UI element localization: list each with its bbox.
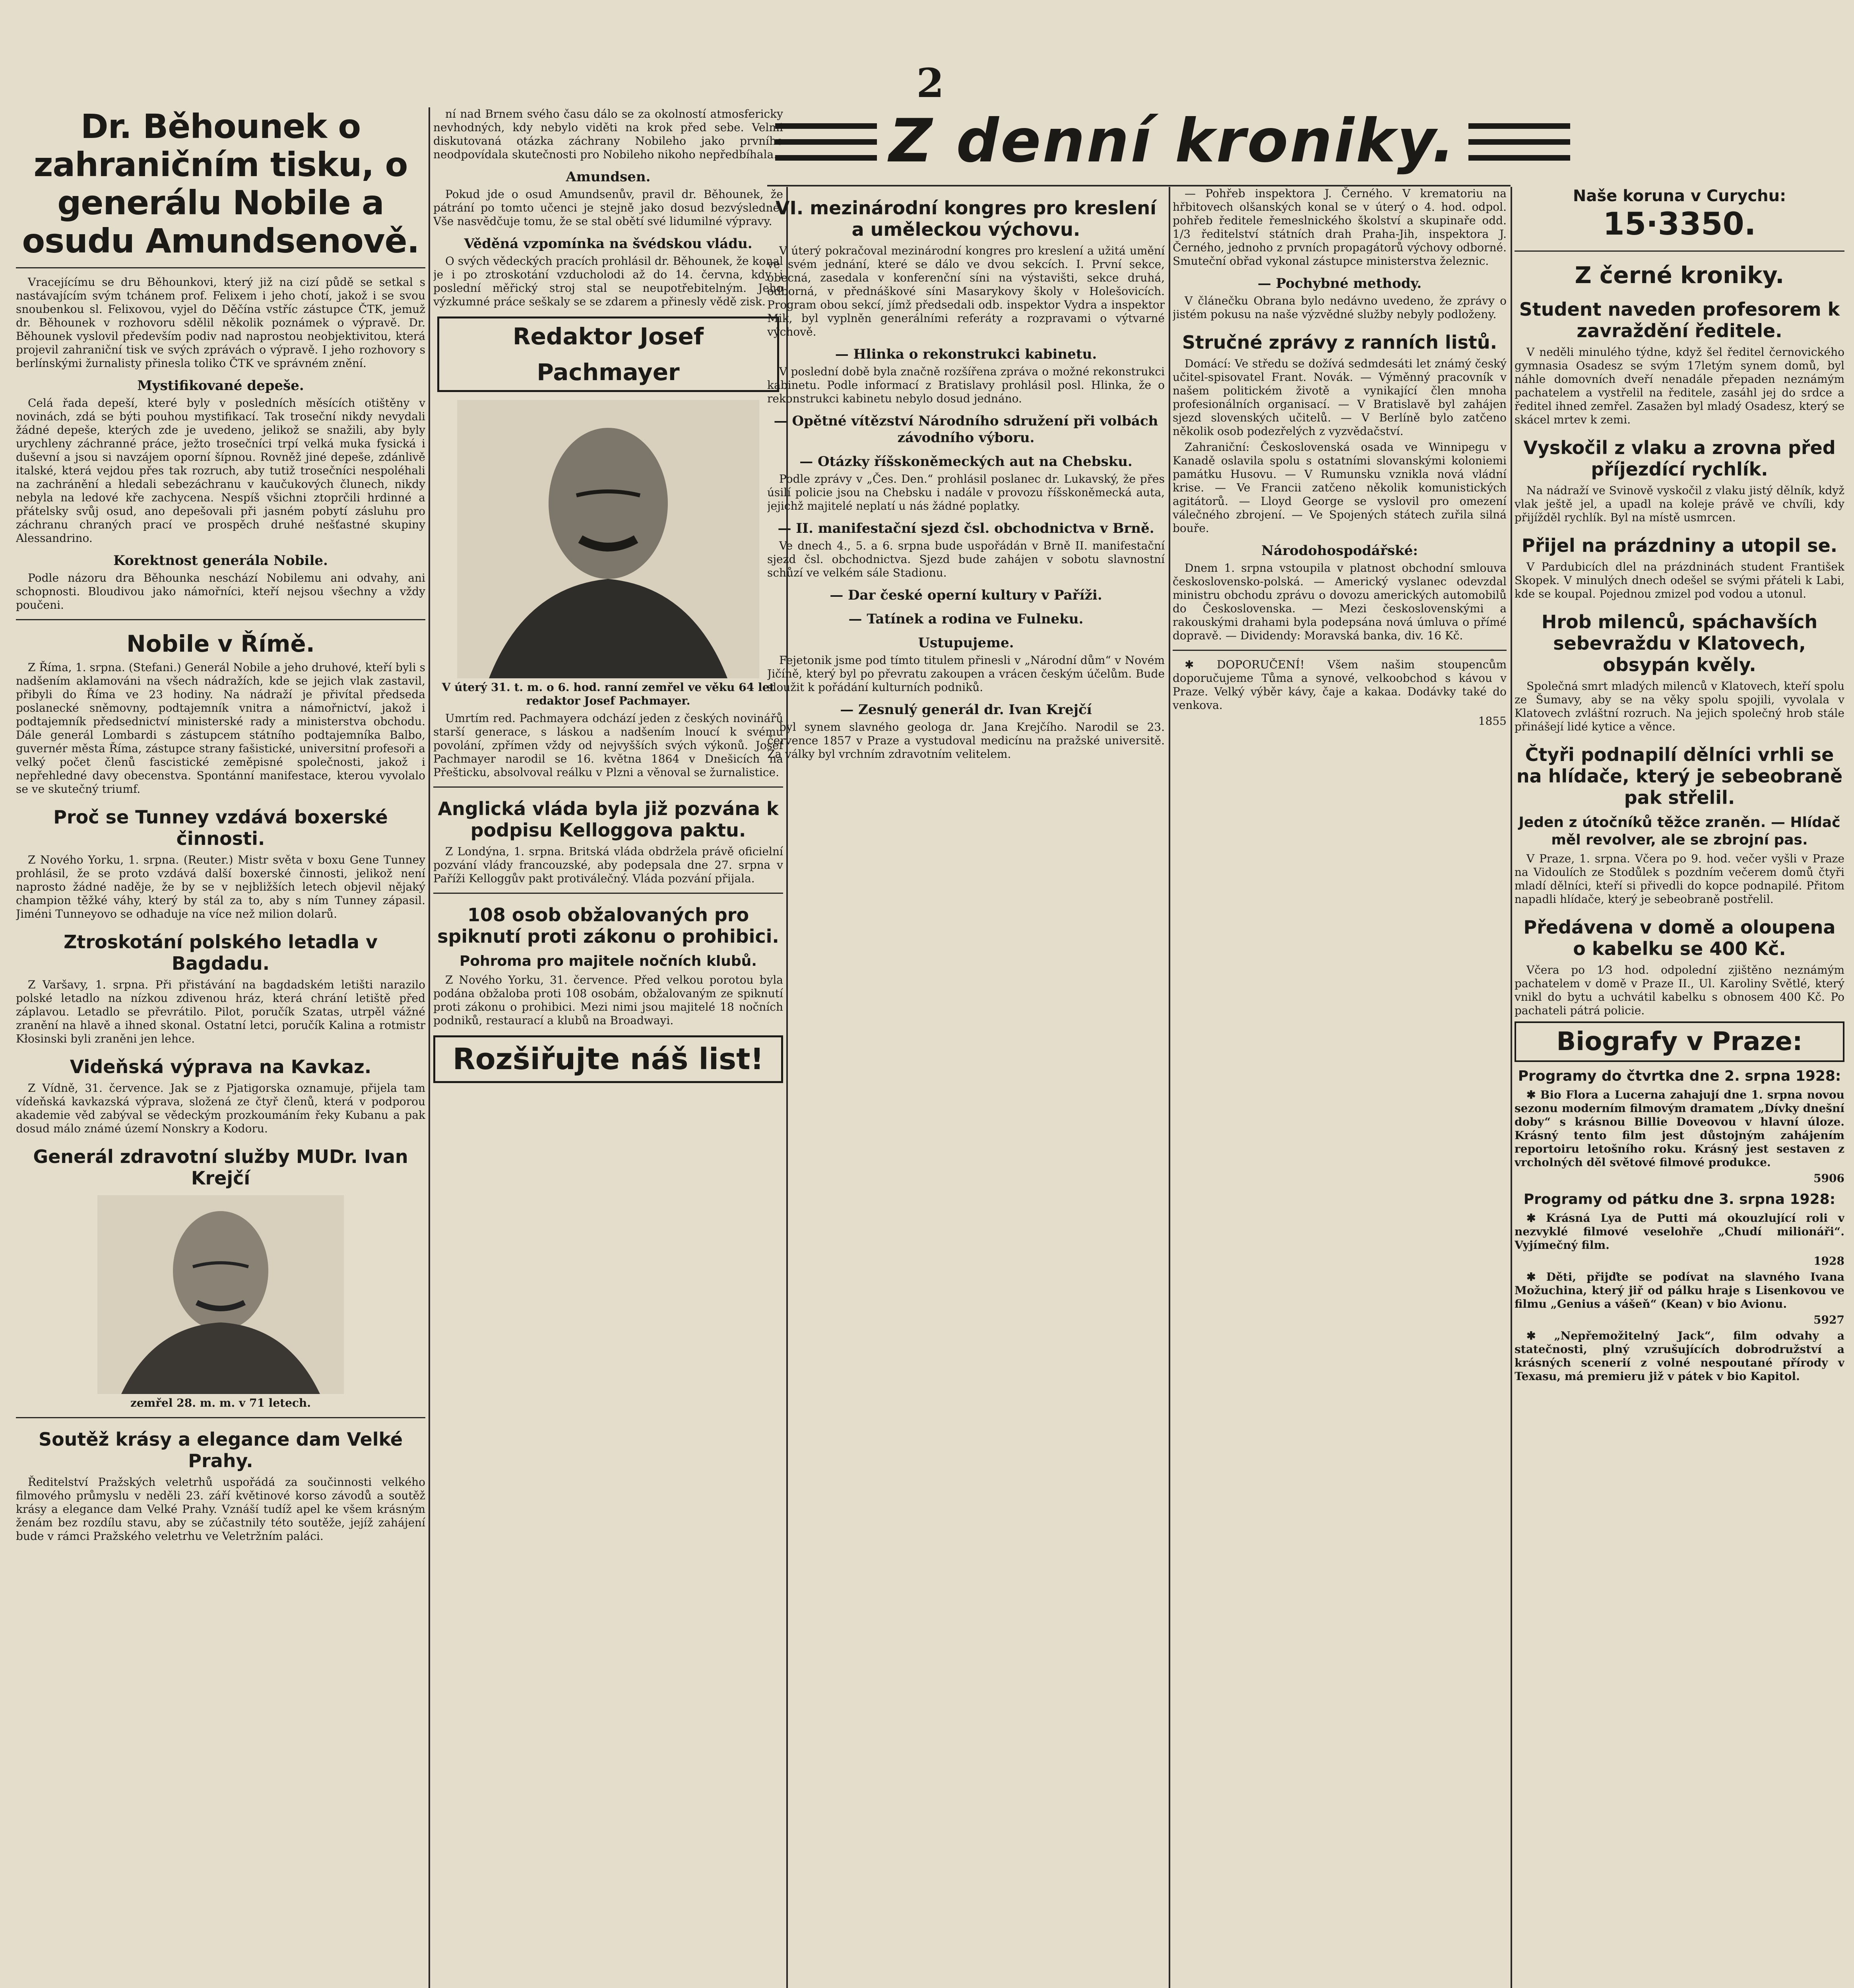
article-text: V poslední době byla značně rozšířena zpráva o možné rekonstrukci kabinetu. Podle informací z Bratislavy prohlásil posl. Hlinka, že o rekonstrukci kabinetu nebylo dosud jednáno.	[767, 365, 1165, 405]
article-text: O svých vědeckých pracích prohlásil dr. Běhounek, že konal je i po ztroskotání vzducholodi až do 14. června, kdy i poslední měřický stroj stal se neupotřebitelným. Jeho výzkumné práce seškaly se se zdarem a přinesly vědě zisk.	[433, 254, 783, 308]
masthead	[775, 99, 1570, 183]
headline-behounek: Dr. Běhounek o zahraničním tisku, o generálu Nobile a osudu Amundsenově.	[22, 107, 419, 260]
box-pachmayer: Redaktor Josef Pachmayer	[437, 316, 779, 392]
column-1	[16, 107, 425, 1988]
column-2	[433, 107, 783, 1988]
article-text: Z Říma, 1. srpna. (Stefani.) Generál Nobile a jeho druhové, kteří byli s nadšením aklamováni na všech nádražích, kde se jejich vlak zastavil, přibyli do Říma ve 23 hodiny. Na nádraží je přivítal předseda poslanecké sněmovny, podtajemník vnitra a námořnictví, jakož i podtajemník předsednictví ministerské rady a ministerstva obchodu. Dále generál Lombardi s zástupcem státního podtajemníka Balbo, guvernér města Říma, zástupce strany fašistické, universitní profesoři a velký počet členů fascistické zeměpisné společnosti, jakož i nepřehledné davy obecenstva. Spontánní manifestace, kterou vyvolalo se ve skutečný triumf.	[16, 661, 425, 796]
article-text: V Pardubicích dlel na prázdninách student František Skopek. V minulých dnech odešel se svými přáteli k Labi, kde se koupal. Pojednou zmizel pod vodou a utonul.	[1515, 560, 1844, 600]
article-text: Vracejícímu se dru Běhounkovi, který již na cizí půdě se setkal s nastávajícím svým tchánem prof. Felixem i jeho chotí, jakož i se svou snoubenkou sl. Felixovou, vyjel do Děčína vstříc zástupce ČTK, jemuž dr. Běhounek v rozhovoru sdělil několik poznámek o výpravě. Dr. Běhounek vyslovil především podiv nad naprostou neobjektivitou, která projevil zahraniční tisk ve svých zprávách o výpravě. I jeho rozhovory s berlínskými žurnalisty přinesla toliko ČTK ve správném znění.	[16, 276, 425, 370]
column-3	[767, 187, 1165, 1988]
subhead: Ustupujeme.	[918, 635, 1014, 651]
headline-kavkaz: Videňská výprava na Kavkaz.	[70, 1056, 372, 1077]
subhead: Věděná vzpomínka na švédskou vládu.	[464, 236, 752, 252]
headline-ctyri: Čtyři podnapilí dělníci vrhli se na hlídače, který je sebeobraně pak střelil.	[1516, 744, 1843, 808]
biografy-header: Biografy v Praze:	[1515, 1021, 1844, 1062]
column-4	[1173, 187, 1507, 1988]
advert-lya: ✱ Krásná Lya de Putti má okouzlující roli v nezvyklé filmové veselohře „Chudí milionáři“. Vyjímečný film.	[1515, 1211, 1844, 1252]
rozsirujte-banner: Rozšiřujte náš list!	[433, 1035, 783, 1083]
headline-strucne: Stručné zprávy z ranních listů.	[1182, 332, 1497, 353]
article-text: Z Londýna, 1. srpna. Britská vláda obdržela právě oficielní pozvání vlády francouzské, aby podepsala dne 27. srpna v Paříži Kelloggův pakt protiválečný. Vláda pozvání přijala.	[433, 845, 783, 885]
subhead: — Dar české operní kultury v Paříži.	[830, 587, 1102, 603]
article-text: V Praze, 1. srpna. Včera po 9. hod. večer vyšli v Praze na Vidoulích ze Stodůlek s pozdním večerem domů čtyři mladí dělníci, kteří si přivedli do kopce podnapilé. Přitom napadli hlídače, který je sebeobraně postřelil.	[1515, 852, 1844, 906]
article-text: Ředitelství Pražských veletrhů uspořádá za součinnosti velkého filmového průmyslu v neděli 23. září květinové korso závodů a soutěž krásy a elegance dam Velké Prahy. Vznáší tudíž apel ke všem krásným ženám bez rozdílu stavu, aby se zúčastnily této soutěže, jejíž zahájení bude v rámci Pražského veletrhu ve Veletržním paláci.	[16, 1475, 425, 1543]
article-text: Dnem 1. srpna vstoupila v platnost obchodní smlouva československo-polská. — Americký vyslanec odevzdal ministru obchodu zprávu o dovozu amerických automobilů do Československa. — Mezi československými a rakouskými drahami byla podepsána nová úmluva o přímé dopravě. — Dividendy: Moravská banka, div. 16 Kč.	[1173, 561, 1507, 642]
masthead-title: Z denní kroniky.	[775, 107, 1570, 175]
subhead: — Hlinka o rekonstrukci kabinetu.	[835, 346, 1097, 362]
article-text: Celá řada depeší, které byly v posledních měsících otištěny v novinách, zdá se býti pouhou mystifikací. Tak troseční nikdy nevydali žádné depeše, kterých zde je uvedeno, jelikož se snažili, aby byly urychleny záchranné práce, ježto trosečníci trpí velká muka fysická i duševní a jsou si navzájem oporní šípnou. Rovněž jiné depeše, zdánlivě italské, která vejdou přes tak rozruch, aby tutiž trosečníci nespoléhali na zachránění a hledali sebezáchranu v kaučukových člunech, nikdy nebyla na ledové kře zachycena. Nespíš všichni ztoprčili hrdinné a přátelsky svůj osud, ano depešovali při jasném pobytí zásluhu pro záchranu chraných prací ve prospěch druhé nešťastné skupiny Alessandrino.	[16, 396, 425, 545]
headline-hrob: Hrob milenců, spáchavších sebevraždu v Klatovech, obsypán kvěly.	[1541, 611, 1818, 676]
headline-prazdniny: Přijel na prázdniny a utopil se.	[1521, 535, 1838, 556]
article-text: ní nad Brnem svého času dálo se za okolností atmosfericky nevhodných, kdy nebylo viděti na krok před sebe. Velmi diskutovaná otázka záchrany Nobileho jako prvního neodpovídala skutečnosti pro Nobileho nikoho nepředbíhala.	[433, 107, 783, 161]
article-text: Domácí: Ve středu se dožívá sedmdesáti let známý český učitel-spisovatel Frant. Novák. — Výměnný pracovník v našem politickém životě a vynikající člen mnoha profesionálních organisací. — V Bratislavě byl zahájen sjezd slovenských učitelů. — V Berlíně bylo zatčeno několik osob podezřelých z vyzvědačství.	[1173, 357, 1507, 438]
article-text: Podle zprávy v „Čes. Den.“ prohlásil poslanec dr. Lukavský, že přes úsilí policie jsou na Chebsku i nadále v provozu říšskoněmecká auta, jejichž majitelé neplatí u nás žádné poplatky.	[767, 472, 1165, 513]
article-text: Fejetonik jsme pod tímto titulem přinesli v „Národní dům“ v Novém Jičíně, který byl po převratu zakoupen a vrácen českým účelům. Bude sloužit k pořádání kulturních podniků.	[767, 654, 1165, 694]
subhead: — Opětné vítězství Národního sdružení při volbách závodního výboru.	[774, 413, 1158, 446]
subhead: Amundsen.	[566, 169, 651, 185]
headline-cerna-kronika: Z černé kroniky.	[1575, 262, 1784, 289]
article-text: — Pohřeb inspektora J. Černého. V krematoriu na hřbitovech olšanských konal se v úterý o 4. hod. odpol. pohřeb ředitele řemeslnického školství a skupinaře odd. 1/3 ředitelství státních drah Praha-Jih, inspektora J. Černého, jednoho z prvních propagátorů výchovy odborné. Smuteční obřad vykonal zástupce ministerstva železnic.	[1173, 187, 1507, 268]
article-text: Společná smrt mladých milenců v Klatovech, kteří spolu ze Šumavy, aby se na věky spolu spojili, vyvolala v Klatovech zvláštní rozruch. Na jejich společný hrob stále přinášejí lidé kytice a věnce.	[1515, 679, 1844, 733]
caption-pachmayer: V úterý 31. t. m. o 6. hod. ranní zemřel ve věku 64 let redaktor Josef Pachmayer.	[442, 681, 775, 707]
headline-krejci: Generál zdravotní služby MUDr. Ivan Krejčí	[33, 1146, 408, 1189]
headline-letadlo: Ztroskotání polského letadla v Bagdadu.	[64, 931, 378, 974]
article-text: Pokud jde o osud Amundsenův, pravil dr. Běhounek, že pátrání po tomto učenci je stejně jako dosud bezvýsledné. Vše nasvědčuje tomu, že se stal obětí své lidumilné výpravy.	[433, 188, 783, 228]
subheadline-ctyri: Jeden z útočníků těžce zraněn. — Hlídač měl revolver, ale se zbrojní pas.	[1518, 814, 1840, 848]
article-text: Na nádraží ve Svinově vyskočil z vlaku jistý dělník, když vlak ještě jel, a upadl na koleje právě ve chvíli, kdy přijížděl rychlík. Byl na místě usmrcen.	[1515, 484, 1844, 524]
advert-number: 1855	[1478, 714, 1507, 728]
headline-prohibice: 108 osob obžalovaných pro spiknutí proti zákonu o prohibici.	[437, 904, 779, 947]
advert-jack: ✱ „Nepřemožitelný Jack“, film odvahy a statečnosti, plný vzrušujících dobrodružství a krásných scenerií z volné nespoutané přírody v Texasu, má premieru již v pátek v bio Kapitol.	[1515, 1329, 1844, 1383]
article-text: Zahraniční: Československá osada ve Winnipegu v Kanadě oslavila spolu s ostatními slovanskými koloniemi památku Husovu. — V Rumunsku vznikla nová vládní krise. — Ve Francii zatčeno několik komunistických agitátorů. — Lloyd George se vyslovil pro omezení válečného zbrojení. — Ve Spojených státech zuřila silná bouře.	[1173, 441, 1507, 535]
page-number: 2	[916, 60, 944, 107]
headline-predana: Předávena v domě a oloupena o kabelku se 400 Kč.	[1523, 916, 1836, 959]
program-heading: Programy od pátku dne 3. srpna 1928:	[1523, 1191, 1836, 1208]
subhead: — Otázky říšskoněmeckých aut na Chebsku.	[799, 454, 1133, 470]
program-heading: Programy do čtvrtka dne 2. srpna 1928:	[1518, 1068, 1841, 1084]
headline-student: Student naveden profesorem k zavraždění ředitele.	[1519, 299, 1840, 342]
advert-mozuchin: ✱ Děti, přijďte se podívat na slavného Ivana Možuchina, který jiř od pálku hraje s Lisenkovou ve filmu „Genius a vášeň“ (Kean) v bio Avionu.	[1515, 1270, 1844, 1310]
headline-kongres: VI. mezinárodní kongres pro kreslení a uměleckou výchovu.	[776, 197, 1156, 240]
article-text: Z Nového Yorku, 1. srpna. (Reuter.) Mistr světa v boxu Gene Tunney prohlásil, že se proto vzdává další boxerské činnosti, jelikož není naprosto žádné naděje, že by se v nejbližších letech objevil nějaký champion těžké váhy, který by stál za to, aby s ním Tunney zápasil. Jiméni Tunneyovo se odhaduje na více než milion dolarů.	[16, 853, 425, 920]
article-text: byl synem slavného geologa dr. Jana Krejčího. Narodil se 23. července 1857 v Praze a vystudoval medicínu na pražské universitě. Za války byl vrchním zdravotním velitelem.	[767, 720, 1165, 761]
koruna-label: Naše koruna v Curychu:	[1573, 187, 1786, 205]
advert-number: 1928	[1813, 1254, 1844, 1268]
article-text: Včera po 1⁄3 hod. odpolední zjištěno neznámým pachatelem v domě v Praze II., Ul. Karoliny Světlé, který vnikl do bytu a uchvátil kabelku s obnosem 400 Kč. Po pachateli pátrá policie.	[1515, 963, 1844, 1017]
portrait-pachmayer	[457, 400, 759, 678]
subhead: Korektnost generála Nobile.	[113, 553, 328, 569]
advert-flora: ✱ Bio Flora a Lucerna zahajují dne 1. srpna novou sezonu moderním filmovým dramatem „Dívky dnešní doby“ s krásnou Billie Doveovou v hlavní úloze. Krásný tento film jest důstojným zahájením reportoiru letošního roku. Krásný jest sestaven z vrcholných děl světové filmové produkce.	[1515, 1088, 1844, 1169]
advert-doporuceni: ✱ DOPORUČENÍ! Všem našim stoupencům doporučujeme Tůma a synové, velkoobchod s kávou v Praze. Velký výběr kávy, čaje a kakaa. Dodávky také do venkova.	[1173, 658, 1507, 712]
advert-number: 5906	[1813, 1172, 1844, 1185]
article-text: V článečku Obrana bylo nedávno uvedeno, že zprávy o jistém pokusu na naše výzvědné služby nebyly podloženy.	[1173, 294, 1507, 321]
article-text: Podle názoru dra Běhounka neschází Nobilemu ani odvahy, ani schopnosti. Bloudivou jako námořníci, kteří nejsou všechny a vždy poučeni.	[16, 571, 425, 612]
article-text: Ve dnech 4., 5. a 6. srpna bude uspořádán v Brně II. manifestační sjezd čsl. obchodnictva. Sjezd bude zahájen v sobotu slavnostní schůzí ve velkém sále Stadionu.	[767, 539, 1165, 579]
caption-krejci: zemřel 28. m. m. v 71 letech.	[130, 1396, 311, 1409]
article-text: Z Nového Yorku, 31. července. Před velkou porotou byla podána obžaloba proti 108 osobám, obžalovaným ze spiknutí proti zákonu o prohibici. Mezi nimi jsou majitelé 18 nočních podniků, restaurací a klubů na Broadwayi.	[433, 973, 783, 1027]
headline-vyskocil: Vyskočil z vlaku a zrovna před příjezdící rychlík.	[1523, 437, 1836, 480]
subhead: — Tatínek a rodina ve Fulneku.	[848, 611, 1084, 627]
headline-soutez: Soutěž krásy a elegance dam Velké Prahy.	[38, 1429, 403, 1472]
column-5	[1515, 187, 1844, 1988]
article-text: V neděli minulého týdne, když šel ředitel černovického gymnasia Osadesz se svým 17letým synem domů, byl náhle domovních dveří nenadále přepaden neznámým pachatelem a vystřelil na ředitele, zasáhl jej do srdce a ředitel ihned zemřel. Zasažen byl mladý Osadesz, který se skácel mrtev k zemi.	[1515, 346, 1844, 426]
subhead: — Zesnulý generál dr. Ivan Krejčí	[840, 702, 1092, 718]
article-text: Umrtím red. Pachmayera odchází jeden z českých novinářů starší generace, s láskou a nadšením lnoucí k svému povolání, zpřímen vždy od nejvyšších svých výkonů. Josef Pachmayer narodil se 16. května 1864 v Dnešicích na Přešticku, absolvoval reálku v Plzni a věnoval se žurnalistice.	[433, 712, 783, 779]
subhead: — II. manifestační sjezd čsl. obchodnictva v Brně.	[778, 520, 1154, 536]
headline-nobile: Nobile v Římě.	[126, 630, 315, 657]
koruna-value: 15·3350.	[1603, 206, 1756, 242]
subhead: — Pochybné methody.	[1257, 276, 1422, 291]
headline-tunney: Proč se Tunney vzdává boxerské činnosti.	[53, 806, 388, 849]
article-text: Z Varšavy, 1. srpna. Při přistávání na bagdadském letišti narazilo polské letadlo na nízkou zdivenou hráz, která chrání letiště před záplavou. Letadlo se převrátilo. Pilot, poručík Szatas, utrpěl vážné zranění na hlavě a ihned skonal. Ostatní letci, poručík Kalina a rotmistr Kłosinski byli zraněni jen lehce.	[16, 978, 425, 1045]
subhead: Národohospodářské:	[1261, 543, 1418, 559]
headline-kellogg: Anglická vláda byla již pozvána k podpisu Kelloggova paktu.	[438, 798, 779, 841]
subheadline-prohibice: Pohroma pro majitele nočních klubů.	[460, 953, 757, 969]
portrait-krejci	[97, 1195, 344, 1394]
article-text: Z Vídně, 31. července. Jak se z Pjatigorska oznamuje, přijela tam vídeňská kavkazská výprava, složená ze čtyř členů, která v podporou akademie věd zabýval se vědeckým prozkoumáním řeky Kubanu a pak dosud málo známé území Nonskry a Kodoru.	[16, 1081, 425, 1135]
subhead: Mystifikované depeše.	[137, 378, 304, 394]
article-text: V úterý pokračoval mezinárodní kongres pro kreslení a užitá umění ve svém jednání, které se dálo ve dvou sekcích. I. První sekce, obecná, zasedala v konferenční síni na výstavišti, sekce druhá, odborná, v přednáškové síni Masarykovy školy v Holešovicích. Program obou sekcí, jímž předsedali odb. inspektor Vydra a inspektor Mik, byl vyplněn generálními referáty a rozpravami o výtvarné výchově.	[767, 244, 1165, 338]
advert-number: 5927	[1813, 1313, 1844, 1326]
